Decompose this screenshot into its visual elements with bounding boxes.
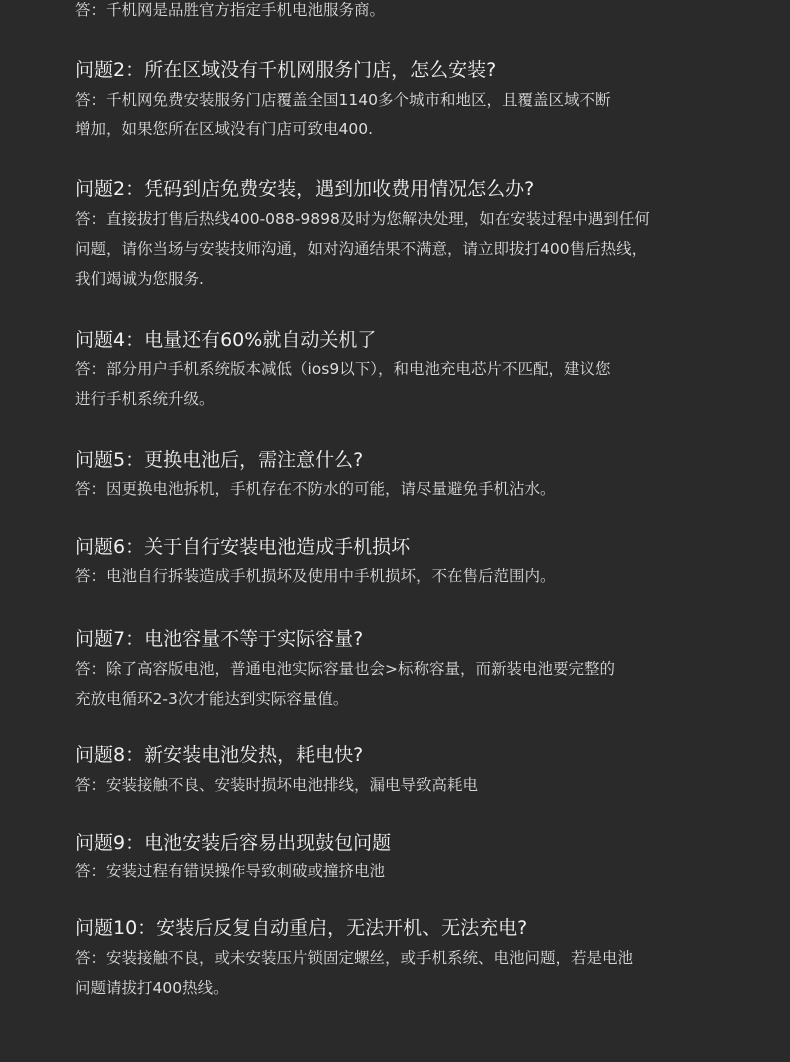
faq-answer-4-line-1: 答：因更换电池拆机，手机存在不防水的可能，请尽量避免手机沾水。 (75, 480, 556, 498)
faq-answer-2-line-3: 我们竭诚为您服务. (75, 270, 204, 288)
faq-question-8: 问题9：电池安装后容易出现鼓包问题 (75, 832, 392, 854)
faq-question-2: 问题2：凭码到店免费安装，遇到加收费用情况怎么办? (75, 178, 535, 200)
faq-answer-6-line-2: 充放电循环2-3次才能达到实际容量值。 (75, 690, 349, 708)
faq-question-3: 问题4：电量还有60%就自动关机了 (75, 329, 377, 351)
faq-answer-1-line-2: 增加，如果您所在区域没有门店可致电400. (75, 120, 374, 138)
faq-answer-7-line-1: 答：安装接触不良、安装时损坏电池排线，漏电导致高耗电 (75, 776, 479, 794)
faq-question-4: 问题5：更换电池后，需注意什么? (75, 449, 364, 471)
faq-answer-3-line-2: 进行手机系统升级。 (75, 390, 215, 408)
faq-answer-3-line-1: 答：部分用户手机系统版本减低（ios9以下），和电池充电芯片不匹配，建议您 (75, 360, 611, 378)
faq-answer-2-line-2: 问题，请你当场与安装技师沟通，如对沟通结果不满意，请立即拔打400售后热线， (75, 240, 648, 258)
faq-answer-1-line-1: 答：千机网免费安装服务门店覆盖全国1140多个城市和地区，且覆盖区域不断 (75, 91, 611, 109)
faq-question-7: 问题8：新安装电池发热，耗电快? (75, 744, 364, 766)
faq-question-5: 问题6：关于自行安装电池造成手机损坏 (75, 536, 411, 558)
faq-question-1: 问题2：所在区域没有千机网服务门店，怎么安装? (75, 59, 497, 81)
faq-answer-8-line-1: 答：安装过程有错误操作导致刺破或撞挤电池 (75, 862, 386, 880)
faq-answer-9-line-1: 答：安装接触不良，或未安装压片锁固定螺丝，或手机系统、电池问题，若是电池 (75, 949, 634, 967)
faq-answer-6-line-1: 答：除了高容版电池，普通电池实际容量也会>标称容量，而新装电池要完整的 (75, 660, 615, 678)
faq-answer-9-line-2: 问题请拔打400热线。 (75, 979, 229, 997)
faq-answer-2-line-1: 答：直接拔打售后热线400-088-9898及时为您解决处理，如在安装过程中遇到任何 (75, 210, 650, 228)
faq-answer-5-line-1: 答：电池自行拆装造成手机损坏及使用中手机损坏，不在售后范围内。 (75, 567, 556, 585)
intro-answer: 答：千机网是品胜官方指定手机电池服务商。 (75, 1, 386, 19)
faq-question-6: 问题7：电池容量不等于实际容量? (75, 628, 364, 650)
faq-question-9: 问题10：安装后反复自动重启，无法开机、无法充电? (75, 917, 528, 939)
